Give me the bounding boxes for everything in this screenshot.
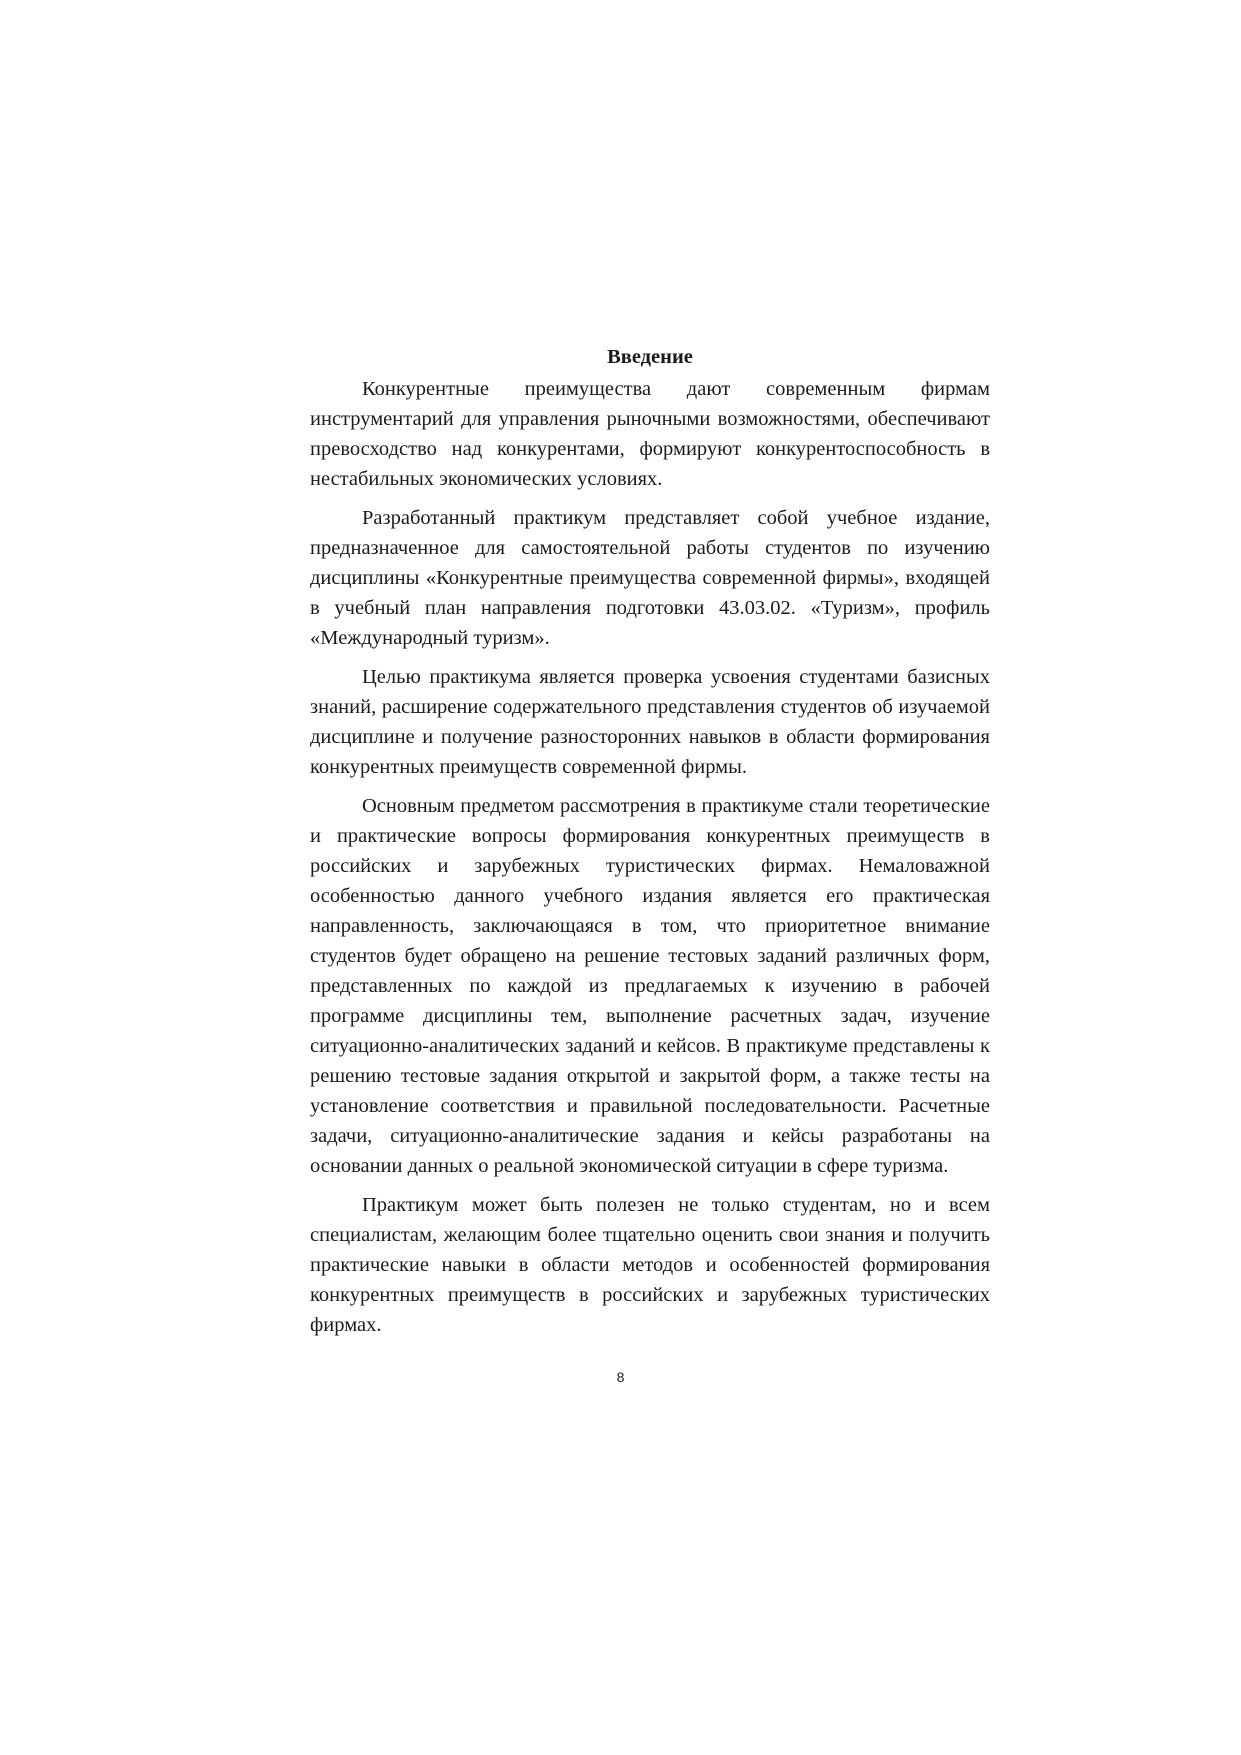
section-title: Введение	[607, 346, 693, 368]
paragraph-1: Конкурентные преимущества дают современным фирмам инструментарий для управления рыночными возможностями, обеспечивают превосходство над конкурентами, формируют конкурентоспособность в нестабильных экономических условиях.	[310, 378, 990, 490]
paragraph-2: Разработанный практикум представляет собой учебное издание, предназначенное для самостоятельной работы студентов по изучению дисциплины «Конкурентные преимущества современной фирмы», входящей в учебный план направления подготовки 43.03.02. «Туризм», профиль «Международный туризм».	[310, 507, 990, 649]
paragraph-5: Практикум может быть полезен не только студентам, но и всем специалистам, желающим более тщательно оценить свои знания и получить практические навыки в области методов и особенностей формирования конкурентных преимуществ в российских и зарубежных туристических фирмах.	[310, 1194, 990, 1336]
paragraph-4: Основным предметом рассмотрения в практикуме стали теоретические и практические вопросы формирования конкурентных преимуществ в российских и зарубежных туристических фирмах. Немаловажной особенностью данного учебного издания является его практическая направленность, заключающаяся в том, что приоритетное внимание студентов будет обращено на решение тестовых заданий различных форм, представленных по каждой из предлагаемых к изучению в рабочей программе дисциплины тем, выполнение расчетных задач, изучение ситуационно-аналитических заданий и кейсов. В практикуме представлены к решению тестовые задания открытой и закрытой форм, а также тесты на установление соответствия и правильной последовательности. Расчетные задачи, ситуационно-аналитические задания и кейсы разработаны на основании данных о реальной экономической ситуации в сфере туризма.	[310, 795, 990, 1177]
paragraph-3: Целью практикума является проверка усвоения студентами базисных знаний, расширение содержательного представления студентов об изучаемой дисциплине и получение разносторонних навыков в области формирования конкурентных преимуществ современной фирмы.	[310, 666, 990, 778]
page-number: 8	[616, 1369, 625, 1385]
text-block	[310, 342, 990, 1349]
